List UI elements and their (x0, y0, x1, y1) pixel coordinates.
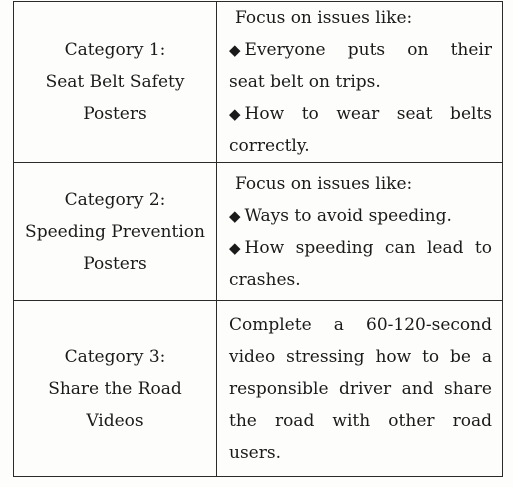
category-type: Videos (86, 410, 144, 431)
table-row (14, 163, 503, 301)
category-cell (14, 301, 217, 477)
paragraph-line: video stressing how to be a (229, 346, 492, 367)
category-title: Seat Belt Safety (45, 72, 185, 92)
category-cell (14, 163, 217, 301)
table-row (14, 301, 503, 477)
bullet-item (229, 200, 492, 232)
bullet-text-continued: seat belt on trips. (229, 72, 381, 92)
paragraph-line: the road with other road (229, 410, 492, 431)
category-label: Category 2: (64, 189, 166, 210)
focus-intro: Focus on issues like: (235, 8, 413, 28)
description-cell (217, 163, 503, 301)
categories-table (13, 1, 503, 477)
bullet-text: Ways to avoid speeding. (244, 205, 452, 226)
bullet-item (229, 98, 492, 130)
description-cell (217, 301, 503, 477)
diamond-bullet-icon: ◆ (229, 238, 241, 257)
paragraph-line: Complete a 60-120-second (229, 314, 492, 335)
bullet-item (229, 232, 492, 264)
table-row (14, 2, 503, 163)
category-type: Posters (83, 253, 147, 274)
bullet-item (229, 34, 492, 66)
paragraph-line: responsible driver and share (229, 378, 492, 399)
bullet-text: How speeding can lead to (244, 237, 492, 258)
bullet-text-continued: crashes. (229, 269, 301, 290)
category-label: Category 3: (64, 346, 166, 367)
bullet-text: Everyone puts on their (244, 40, 492, 60)
diamond-bullet-icon: ◆ (229, 41, 241, 59)
bullet-text-continued: correctly. (229, 136, 310, 156)
category-title: Speeding Prevention (25, 221, 205, 242)
category-title: Share the Road (48, 378, 182, 399)
paragraph-line: users. (229, 442, 281, 463)
category-label: Category 1: (64, 40, 166, 60)
category-type: Posters (83, 104, 147, 124)
description-cell (217, 2, 503, 163)
bullet-text: How to wear seat belts (244, 104, 492, 124)
diamond-bullet-icon: ◆ (229, 206, 241, 225)
diamond-bullet-icon: ◆ (229, 105, 241, 123)
category-cell (14, 2, 217, 163)
focus-intro: Focus on issues like: (235, 173, 413, 194)
